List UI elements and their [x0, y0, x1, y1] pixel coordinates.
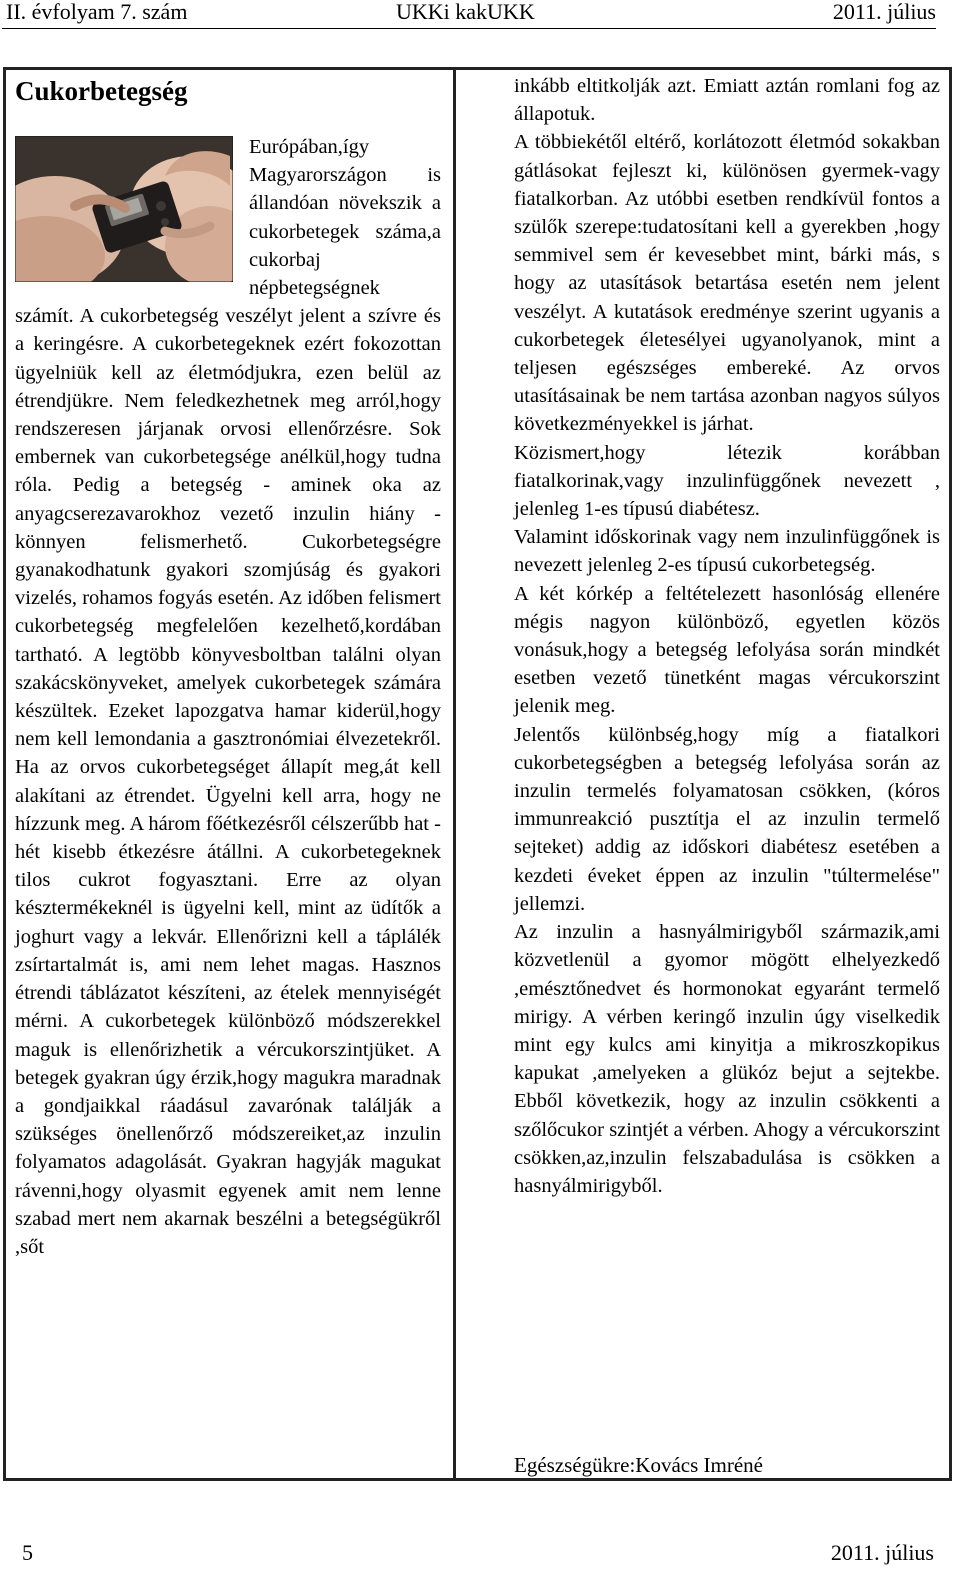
issue-label: II. évfolyam 7. szám	[6, 0, 188, 24]
right-column	[514, 72, 940, 1200]
column-divider	[453, 67, 456, 1481]
article-byline: Egészségükre:Kovács Imréné	[514, 1453, 763, 1477]
right-paragraph: Jelentős különbség,hogy míg a fiatalkori cukorbetegségben a betegség lefolyása során az inzulin termelés folyamatosan csökken, (kóros immunreakció pusztítja el az inzulin termelő sejteket) addig az időskori diabétesz esetében a kezdeti éveket éppen az inzulin "túltermelése" jellemzi.	[514, 723, 940, 915]
page-number: 5	[22, 1540, 33, 1565]
right-paragraph: A többiekétől eltérő, korlátozott életmód sokakban gátlásokat fejleszt ki, különösen gyermek-vagy fiatalkorban. Az utóbbi esetben rendkívül fontos a szülők szerepe:tudatosítani kell a gyerekben ,hogy semmivel sem ér kevesebbet mint, bárki más, s hogy az utasítások betartása esetén nem jelent veszélyt. A kutatások eredménye szerint ugyanis a cukorbetegek életesélyei ugyanolyanok, mint a teljesen egészséges embereké. Az orvos utasításainak be nem tartása azonban nagyos súlyos következményekkel is járhat.	[514, 131, 940, 436]
header-rule	[2, 28, 936, 29]
right-paragraph: Valamint időskorinak vagy nem inzulinfüggőnek is nevezett jelenleg 2-es típusú cukorbetegség.	[514, 526, 940, 577]
footer-date: 2011. július	[830, 1540, 934, 1565]
left-column	[15, 133, 441, 1261]
left-column-text: Európában,így Magyarországon is állandóan növekszik a cukorbetegek száma,a cukorbaj népbetegségnek számít. A cukorbetegség veszélyt jelent a szívre és a keringésre. A cukorbetegeknek ezért fokozottan ügyelniük kell az életmódjukra, ezen belül az étrendjükre. Nem feledkezhetnek meg arról,hogy rendszeresen járjanak orvosi ellenőrzésre. Sok embernek van cukorbetegsége anélkül,hogy tudna róla. Pedig a betegség - aminek oka az anyagcserezavarokhoz vezető inzulin hiány - könnyen felismerhető. Cukorbetegségre gyanakodhatunk gyakori szomjúság és gyakori vizelés, rohamos fogyás esetén. Az időben felismert cukorbetegség megfelelően kezelhető,kordában tartható. A legtöbb könyvesboltban találni olyan szakácskönyveket, amelyek cukorbetegek számára készültek. Ezeket lapozgatva hamar kiderül,hogy nem kell lemondania a gasztronómiai élvezetekről. Ha az orvos cukorbetegséget állapít meg,át kell alakítani az étrendet. Ügyelni kell arra, hogy ne hízzunk meg. A három főétkezésről célszerűbb hat - hét kisebb étkezésre átállni. A cukorbetegeknek tilos cukrot fogyasztani. Erre az olyan késztermékeknél is ügyelni kell, mint az üdítők a joghurt vagy a lekvár. Ellenőrizni kell a táplálék zsírtartalmát is, ami nem lehet magas. Hasznos étrendi táblázatot készíteni, az ételek mennyiségét mérni. A cukorbetegek különböző módszerekkel maguk is ellenőrizhetik a vércukorszintjüket. A betegek gyakran úgy érzik,hogy magukra maradnak a gondjaikkal ráadásul zavarónak találják a szükséges önellenőrző módszereiket,az inzulin folyamatos adagolását. Gyakran hagyják magukat rávenni,hogy olyasmit egyenek amit nem lenne szabad mert nem akarnak beszélni a betegségükről ,sőt	[15, 136, 441, 1258]
right-paragraph: Az inzulin a hasnyálmirigyből származik,ami közvetlenül a gyomor mögött elhelyezkedő ,emésztőnedvet és hormonokat egyaránt termelő mirigy. A vérben keringő inzulin úgy viselkedik mint egy kulcs ami kinyitja a mikroszkopikus kapukat ,amelyeken a glükóz bejut a sejtekbe. Ebből következik, hogy az inzulin csökkenti a szőlőcukor szintjét a vérben. Ahogy a vércukorszint csökken,az,inzulin felszabadulása is csökken a hasnyálmirigyből.	[514, 921, 940, 1197]
header-date: 2011. július	[832, 0, 936, 24]
right-paragraph: Közismert,hogy létezik korábban fiatalkorinak,vagy inzulinfüggőnek nevezett , jelenleg 1-es típusú diabétesz.	[514, 441, 940, 521]
publication-name: UKKi kakUKK	[396, 0, 535, 24]
photo-glucose-meter	[15, 136, 233, 282]
right-paragraph: inkább eltitkolják azt. Emiatt aztán romlani fog az állapotuk.	[514, 75, 940, 126]
article-title: Cukorbetegség	[15, 76, 188, 106]
running-header	[0, 0, 960, 26]
right-paragraph: A két kórkép a feltételezett hasonlóság ellenére mégis nagyon különböző, egyetlen közös vonásuk,hogy a betegség lefolyása során mindkét esetben vezető tünetként magas vércukorszint jelenik meg.	[514, 582, 940, 718]
